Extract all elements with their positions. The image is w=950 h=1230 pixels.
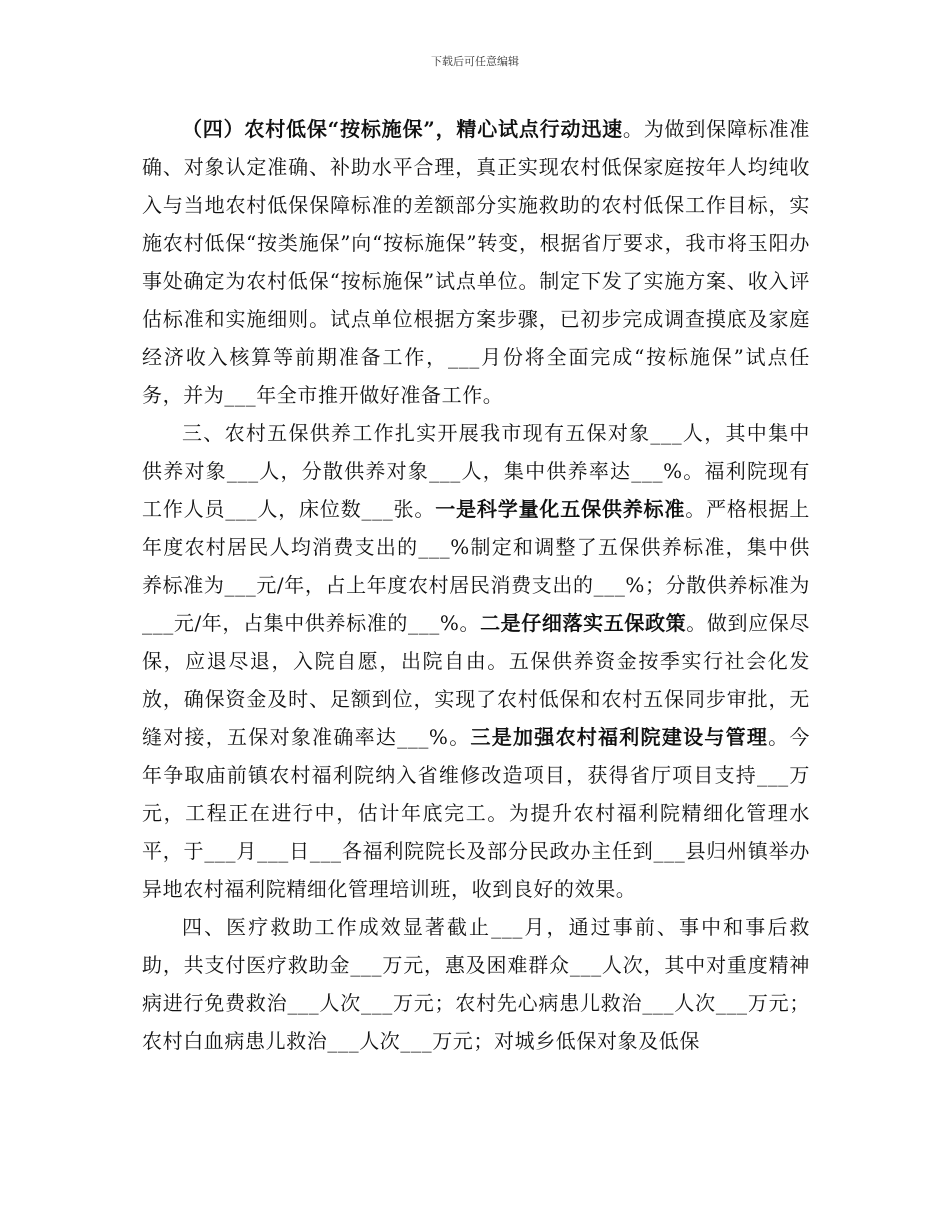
body-run: 。严格根据上年度农村居民人均消费支出的___%制定和调整了五保供养标准，集中供养标准为___元/年，占上年度农村居民消费支出的___%；分散供养标准为___元/年，占集中供养标准的___%。 [142, 497, 810, 635]
emphasis-run: 二是仔细落实五保政策 [480, 611, 687, 635]
heading-run: （四）农村低保“按标施保”，精心试点行动迅速 [182, 117, 623, 141]
page-header: 下载后可任意编辑 [431, 55, 519, 68]
document-body [142, 110, 810, 1060]
body-run: 。为做到保障标准准确、对象认定准确、补助水平合理，真正实现农村低保家庭按年人均纯收入与当地农村低保保障标准的差额部分实施救助的农村低保工作目标，实施农村低保“按类施保”向“按标施保”转变，根据省厅要求，我市将玉阳办事处确定为农村低保“按标施保”试点单位。制定下发了实施方案、收入评估标准和实施细则。试点单位根据方案步骤，已初步完成调查摸底及家庭经济收入核算等前期准备工作，___月份将全面完成“按标施保”试点任务，并为___年全市推开做好准备工作。 [142, 117, 810, 407]
body-run: 。做到应保尽保，应退尽退，入院自愿，出院自由。五保供养资金按季实行社会化发放，确保资金及时、足额到位，实现了农村低保和农村五保同步审批，无缝对接，五保对象准确率达___%。 [142, 611, 810, 749]
body-run: 四、医疗救助工作成效显著截止___月，通过事前、事中和事后救助，共支付医疗救助金___万元，惠及困难群众___人次，其中对重度精神病进行免费救治___人次___万元；农村先心病患儿救治___人次___万元；农村白血病患儿救治___人次___万元；对城乡低保对象及低保 [142, 915, 810, 1053]
paragraph-rural-subsistence-pilot [142, 110, 810, 414]
body-run: 。今年争取庙前镇农村福利院纳入省维修改造项目，获得省厅项目支持___万元，工程正在进行中，估计年底完工。为提升农村福利院精细化管理水平，于___月___日___各福利院院长及部分民政办主任到___县归州镇举办异地农村福利院精细化管理培训班，收到良好的效果。 [142, 725, 810, 901]
emphasis-run: 一是科学量化五保供养标准 [435, 497, 686, 521]
paragraph-medical-assistance [142, 908, 810, 1060]
body-run: 三、农村五保供养工作扎实开展我市现有五保对象___人，其中集中供养对象___人，分散供养对象___人，集中供养率达___%。福利院现有工作人员___人，床位数___张。 [142, 421, 810, 521]
paragraph-five-guarantees [142, 414, 810, 908]
emphasis-run: 三是加强农村福利院建设与管理 [470, 725, 769, 749]
